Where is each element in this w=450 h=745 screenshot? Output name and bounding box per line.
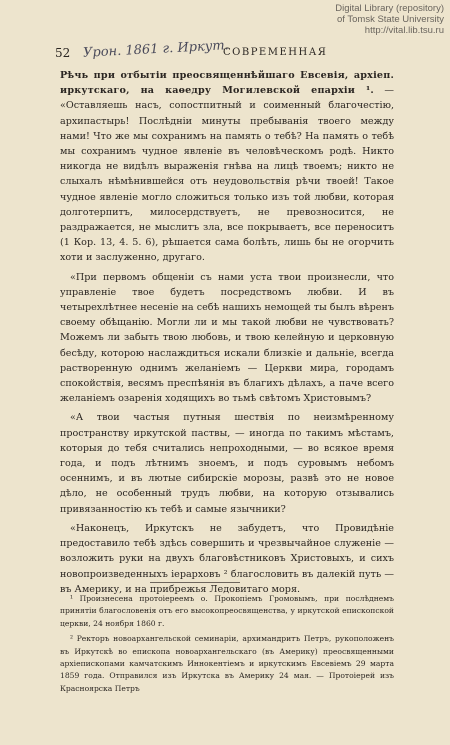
page-header — [55, 38, 395, 64]
paragraph-1 — [60, 68, 394, 266]
paragraph-3: «А твои частыя путныя шествія по неизмѣренному пространству иркутской паствы, — иногда по такимъ мѣстамъ, которыя до тебя считались непроходными, — во всякое время года, и подъ лѣтнимъ зноемъ, и подъ суровымъ небомъ осеннимъ, и въ лютые сибирскіе морозы, развѣ это не новое дѣло, не особенный трудъ любви, на которую отзывались привязанностію къ тебѣ и самые язычники? — [60, 412, 394, 515]
paragraph-4: «Наконецъ, Иркутскъ не забудетъ, что Провидѣніе предоставило тебѣ здѣсь совершить и чрезвычайное служеніе — возложить руки на двухъ благовѣстниковъ Христовыхъ, и сихъ новопроизведенныхъ іерарховъ ² благословить въ далекій путь — въ Америку, и на прибрежья Ледовитаго моря. — [60, 522, 394, 595]
running-head: СОВРЕМЕННАЯ — [223, 47, 328, 58]
watermark-url: http://vital.lib.tsu.ru — [364, 25, 444, 36]
footnote-divider — [150, 582, 240, 583]
paragraph-1-text: — «Оставляешь насъ, сопостпитный и соименный благочестію, архипастырь! Послѣдніи минуты пребыванія твоего между нами! Что же мы сохранимъ на память о тебѣ? На память о тебѣ мы сохранимъ чудное явленіе въ человѣческомъ родѣ. Никто никогда не видѣлъ выраженія гнѣва на лицѣ твоемъ; никто не слыхалъ нѣмѣнившейся отъ неудовольствія рѣчи твоей! Такое чудное явленіе могло сложиться только изъ той любви, которая долготерпитъ, милосердствуетъ, не превозносится, не раздражается, не мыслитъ зла, все покрываетъ, все переноситъ (1 Кор. 13, 4. 5. 6), рѣшается сама болѣть, лишь бы не огорчить хоти и заслуженно, другаго. — [60, 85, 394, 264]
handwritten-note: Урон. 1861 г. Иркут. — [82, 38, 230, 61]
footnotes — [60, 593, 394, 698]
paragraph-2: «При первомъ общеніи съ нами уста твои произнесли, что управленіе твое будетъ посредствомъ любви. И въ четырехлѣтнее несеніе на себѣ нашихъ немощей ты былъ вѣренъ своему обѣщанію. Могли ли и мы такой любви не чувствовать? Можемъ ли забыть твою любовь, и твою келейную и церковную бесѣду, которою наслаждиться искали близкіе и дальніе, всегда растворенную однимъ желаніемъ — Церкви мира, городамъ спокойствія, весямъ преспѣянія въ благихъ дѣлахъ, а паче всего желаніемъ озаренія ходящихъ во тьмѣ свѣтомъ Христовымъ? — [60, 271, 394, 405]
page-body — [60, 68, 394, 601]
page-number: 52 — [55, 46, 71, 60]
watermark-line-1: Digital Library (repository) — [335, 3, 444, 14]
watermark-line-2: of Tomsk State University — [336, 14, 444, 25]
footnote-1: ¹ Произнесена протоіереемъ о. Прокопіемъ Громовымъ, при послѣднемъ принятіи благословенія отъ его высокопреосвященства, у иркутской епископской церкви, 24 ноября 1860 г. — [60, 594, 394, 628]
footnote-2: ² Ректоръ новоархангельской семинаріи, архимандритъ Петръ, рукоположенъ въ Иркутскѣ во епископа новоархангельскаго (въ Америку) преосвященными архіепископами камчатскимъ Иннокентіемъ и иркутскимъ Евсевіемъ 29 марта 1859 года. Отправился изъ Иркутска въ Америку 24 мая. — Протоіерей изъ Красноярска Петръ — [60, 634, 394, 693]
library-watermark — [335, 3, 444, 36]
speech-title: Рѣчь при отбытіи преосвященнѣйшаго Евсевія, архіеп. иркутскаго, на каѳедру Могилевской епархіи ¹. — [60, 70, 394, 97]
